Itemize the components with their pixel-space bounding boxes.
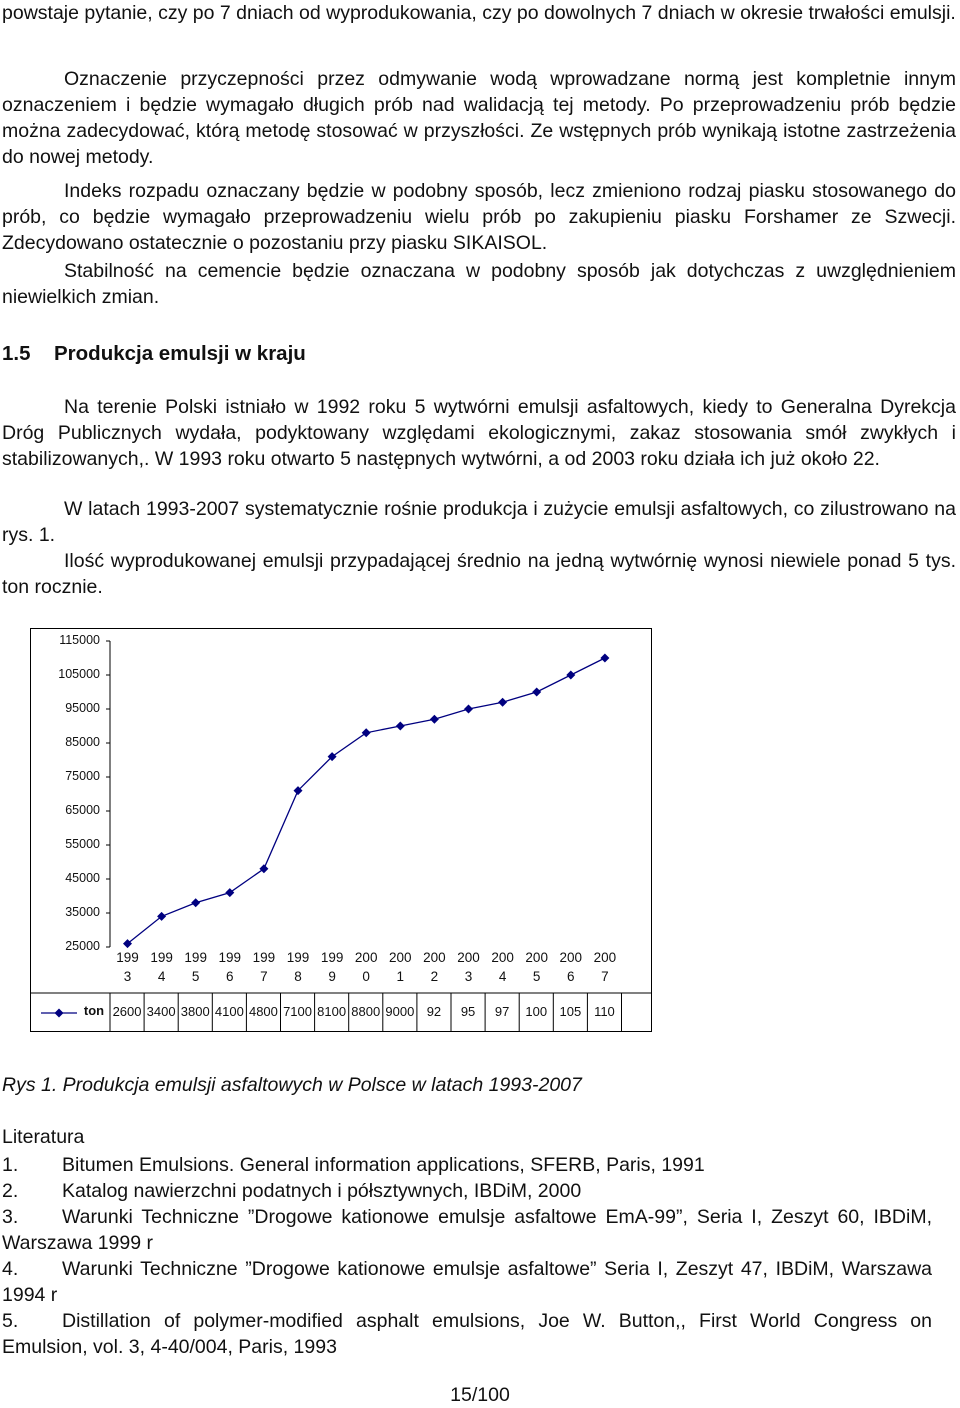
x-tick-label-part: 9 bbox=[328, 969, 336, 984]
data-table-cell: 8800 bbox=[351, 1004, 381, 1019]
x-tick-label bbox=[179, 948, 213, 986]
x-tick-label-part: 200 bbox=[525, 950, 548, 965]
x-tick-label-part: 199 bbox=[252, 950, 276, 965]
x-tick-label-part: 200 bbox=[457, 950, 480, 965]
x-tick-label bbox=[383, 948, 417, 986]
reference-5 bbox=[2, 1308, 932, 1360]
x-tick-label-part: 3 bbox=[123, 969, 132, 984]
data-table-cell: 92 bbox=[426, 1004, 442, 1019]
page-number: 15/100 bbox=[450, 1384, 510, 1406]
y-tick-label: 105000 bbox=[58, 667, 100, 681]
legend-series-name: ton bbox=[83, 1003, 105, 1018]
x-tick-label-part: 199 bbox=[150, 950, 173, 965]
figure-caption: Rys 1. Produkcja emulsji asfaltowych w Polsce w latach 1993-2007 bbox=[2, 1074, 582, 1096]
x-tick-label-part: 7 bbox=[260, 969, 268, 984]
y-tick-label: 25000 bbox=[65, 939, 100, 953]
x-tick-label-part: 5 bbox=[532, 969, 541, 984]
x-tick-label-part: 199 bbox=[286, 950, 310, 965]
x-tick-label-part: 3 bbox=[464, 969, 473, 984]
data-table-cell: 7100 bbox=[283, 1004, 312, 1019]
x-tick-label-part: 4 bbox=[498, 969, 507, 984]
paragraph-2: Oznaczenie przyczepności przez odmywanie wodą wprowadzane normą jest kompletnie innym oznaczeniem i będzie wymagało długich prób nad walidacją tej metody. Po przeprowadzeniu prób będzie można zadecydować, którą metodę stosować w przyszłości. Ze wstępnych prób wynikają istotne zastrzeżenia do nowej metody. bbox=[2, 68, 956, 168]
section-heading bbox=[2, 342, 306, 366]
x-tick-label bbox=[349, 948, 383, 986]
x-tick-label-part: 199 bbox=[116, 950, 139, 965]
y-tick-label: 35000 bbox=[65, 905, 100, 919]
y-tick-label: 115000 bbox=[59, 633, 100, 647]
x-tick-label bbox=[417, 948, 451, 986]
x-tick-label bbox=[315, 948, 349, 986]
x-tick-label bbox=[281, 948, 315, 986]
x-tick-label-part: 5 bbox=[191, 969, 200, 984]
data-table-cell: 2600 bbox=[112, 1004, 142, 1019]
data-point-marker bbox=[396, 722, 405, 731]
x-tick-label bbox=[452, 948, 486, 986]
y-tick-label: 85000 bbox=[65, 735, 100, 749]
data-point-marker bbox=[498, 698, 507, 707]
data-table-cell: 8100 bbox=[317, 1004, 347, 1019]
reference-number: 2. bbox=[2, 1180, 19, 1202]
legend-marker bbox=[55, 1009, 64, 1018]
data-table-cell: 4100 bbox=[214, 1004, 244, 1019]
y-tick-label: 45000 bbox=[65, 871, 100, 885]
data-table-cell: 95 bbox=[460, 1004, 476, 1019]
paragraph-4: Stabilność na cemencie będzie oznaczana w podobny sposób jak dotychczas z uwzględnieniem niewielkich zmian. bbox=[2, 260, 956, 308]
reference-text: Warunki Techniczne ”Drogowe kationowe emulsje asfaltowe” Seria I, Zeszyt 47, IBDiM, Warszawa 1994 r bbox=[2, 1258, 932, 1306]
data-point-marker bbox=[191, 898, 200, 907]
x-tick-label-part: 1 bbox=[396, 969, 405, 984]
production-chart bbox=[30, 628, 652, 1032]
data-table-cell: 97 bbox=[494, 1004, 510, 1019]
x-tick-label-part: 200 bbox=[559, 950, 583, 965]
reference-1 bbox=[2, 1152, 932, 1178]
x-tick-label-part: 199 bbox=[218, 950, 242, 965]
data-point-marker bbox=[532, 688, 541, 697]
x-tick-label bbox=[213, 948, 247, 986]
x-tick-label-part: 199 bbox=[320, 950, 344, 965]
y-tick-label: 95000 bbox=[65, 701, 100, 715]
paragraph-6: W latach 1993-2007 systematycznie rośnie produkcja i zużycie emulsji asfaltowych, co zilustrowano na rys. 1. bbox=[2, 498, 956, 546]
x-tick-label-part: 199 bbox=[184, 950, 207, 965]
reference-text: Bitumen Emulsions. General information applications, SFERB, Paris, 1991 bbox=[62, 1154, 705, 1176]
reference-text: Distillation of polymer-modified asphalt emulsions, Joe W. Button,, First World Congress on Emulsion, vol. 3, 4-40/004, Paris, 1993 bbox=[2, 1310, 932, 1358]
data-point-marker bbox=[600, 654, 609, 663]
x-tick-label bbox=[111, 948, 145, 986]
x-tick-label bbox=[145, 948, 179, 986]
x-tick-label-part: 2 bbox=[430, 969, 439, 984]
x-tick-label-part: 200 bbox=[491, 950, 514, 965]
reference-number: 1. bbox=[2, 1154, 19, 1176]
data-point-marker bbox=[566, 671, 575, 680]
data-table-cell: 3400 bbox=[146, 1004, 176, 1019]
section-number: 1.5 bbox=[2, 342, 31, 365]
data-table-cell: 9000 bbox=[385, 1004, 415, 1019]
data-table-cell: 110 bbox=[594, 1004, 615, 1019]
data-point-marker bbox=[259, 864, 268, 873]
y-tick-label: 65000 bbox=[65, 803, 100, 817]
reference-number: 5. bbox=[2, 1310, 19, 1332]
x-tick-label-part: 200 bbox=[354, 950, 378, 965]
x-tick-label bbox=[486, 948, 520, 986]
reference-3 bbox=[2, 1204, 932, 1256]
y-tick-label: 55000 bbox=[65, 837, 100, 851]
x-tick-label-part: 6 bbox=[567, 969, 575, 984]
x-tick-label-part: 4 bbox=[157, 969, 166, 984]
data-table-cell: 105 bbox=[559, 1004, 582, 1019]
paragraph-3: Indeks rozpadu oznaczany będzie w podobny sposób, lecz zmieniono rodzaj piasku stosowanego do prób, co będzie wymagało przeprowadzeniu wielu prób po zakupieniu piasku Forshamer ze Szwecji. Zdecydowano ostatecznie o pozostaniu przy piasku SIKAISOL. bbox=[2, 180, 956, 254]
data-point-marker bbox=[464, 705, 473, 714]
x-tick-label bbox=[247, 948, 281, 986]
reference-text: Katalog nawierzchni podatnych i półsztywnych, IBDiM, 2000 bbox=[62, 1180, 582, 1202]
x-tick-label bbox=[554, 948, 588, 986]
data-point-marker bbox=[430, 715, 439, 724]
x-tick-label-part: 200 bbox=[423, 950, 446, 965]
paragraph-1: powstaje pytanie, czy po 7 dniach od wyprodukowania, czy po dowolnych 7 dniach w okresie trwałości emulsji. bbox=[2, 2, 956, 24]
x-tick-label-part: 200 bbox=[389, 950, 412, 965]
paragraph-7: Ilość wyprodukowanej emulsji przypadającej średnio na jedną wytwórnię wynosi niewiele ponad 5 tys. ton rocznie. bbox=[2, 550, 956, 598]
data-point-marker bbox=[225, 888, 234, 897]
data-table-cell: 100 bbox=[525, 1004, 548, 1019]
x-tick-label-part: 6 bbox=[226, 969, 234, 984]
reference-number: 3. bbox=[2, 1206, 19, 1228]
x-tick-label bbox=[520, 948, 554, 986]
x-tick-label-part: 7 bbox=[601, 969, 609, 984]
x-tick-label bbox=[588, 948, 622, 986]
x-tick-label-part: 0 bbox=[362, 969, 370, 984]
x-tick-label-part: 200 bbox=[593, 950, 617, 965]
y-tick-label: 75000 bbox=[65, 769, 100, 783]
x-tick-label-part: 8 bbox=[294, 969, 302, 984]
reference-number: 4. bbox=[2, 1258, 19, 1280]
section-title: Produkcja emulsji w kraju bbox=[54, 342, 306, 365]
reference-2 bbox=[2, 1178, 932, 1204]
reference-4 bbox=[2, 1256, 932, 1308]
data-point-marker bbox=[362, 728, 371, 737]
literature-heading: Literatura bbox=[2, 1126, 85, 1148]
reference-text: Warunki Techniczne ”Drogowe kationowe emulsje asfaltowe EmA-99”, Seria I, Zeszyt 60, IBDiM, Warszawa 1999 r bbox=[2, 1206, 932, 1254]
paragraph-5: Na terenie Polski istniało w 1992 roku 5 wytwórni emulsji asfaltowych, kiedy to Generalna Dyrekcja Dróg Publicznych wydała, podyktowany względami ekologicznymi, zakaz stosowania smół zwykłych i stabilizowanych,. W 1993 roku otwarto 5 następnych wytwórni, a od 2003 roku działa ich już około 22. bbox=[2, 396, 956, 470]
data-table-cell: 3800 bbox=[180, 1004, 210, 1019]
series-line bbox=[128, 658, 605, 944]
data-table-cell: 4800 bbox=[248, 1004, 278, 1019]
